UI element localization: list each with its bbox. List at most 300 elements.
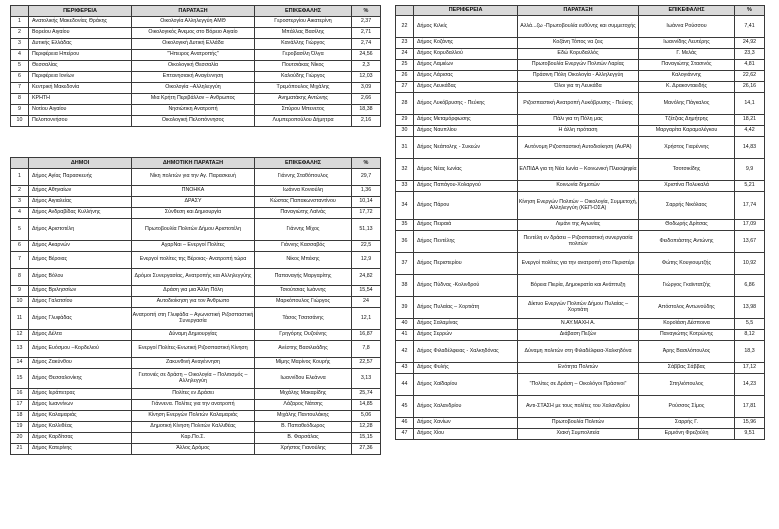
- row-number: 4: [11, 208, 29, 219]
- header-percent: %: [352, 158, 381, 169]
- row-leader: Τσιούτσιας Ιωάννης: [255, 286, 352, 297]
- table-row: [11, 241, 381, 252]
- row-area: Δήμος Καρδίτσας: [29, 433, 132, 444]
- table-row: [396, 220, 765, 231]
- row-faction: Δράση για μια Άλλη Πόλη: [132, 286, 255, 297]
- row-area: Δήμος Σερρών: [414, 330, 518, 341]
- row-number: 13: [11, 341, 29, 358]
- table-row: [11, 115, 381, 126]
- row-area: Δήμος Φιλαδέλφειας - Χαλκηδόνας: [414, 341, 518, 363]
- row-percent: 29,7: [352, 169, 381, 186]
- row-area: Δήμος Γλυφάδας: [29, 308, 132, 330]
- table-row: [11, 358, 381, 369]
- row-faction: Οικολογία –Αλληλεγγύη: [132, 82, 255, 93]
- row-percent: 14,83: [735, 137, 765, 159]
- row-faction: Πεντέλη εν δράσει – Ριζοσπαστική συνεργασία πολιτών: [518, 231, 639, 253]
- row-percent: 4,42: [735, 126, 765, 137]
- row-percent: 22,5: [352, 241, 381, 252]
- row-number: 32: [396, 159, 414, 181]
- row-percent: 4,81: [735, 60, 765, 71]
- row-faction: Πάλι για τη Πόλη μας: [518, 115, 639, 126]
- row-faction: Πρωτοβουλία Πολιτών Δήμου Αριστοτέλη: [132, 219, 255, 241]
- row-faction: Ενεργοί Πολίτες-Ενωτική Ριζοσπαστική Κίνηση: [132, 341, 255, 358]
- row-faction: Οικολογική Θεσσαλία: [132, 60, 255, 71]
- row-leader: Σαρρής Γ.: [639, 418, 735, 429]
- row-faction: Δημοτική Κίνηση Πολιτών Καλλιθέας: [132, 422, 255, 433]
- row-percent: 13,98: [735, 297, 765, 319]
- row-faction: Δύναμη Δημιουργίας: [132, 330, 255, 341]
- header-municipality: ΔΗΜΟΙ: [29, 158, 132, 169]
- table-row: [11, 341, 381, 358]
- row-leader: Τρεμόπουλος Μιχάλης: [255, 82, 352, 93]
- row-percent: 27,36: [352, 444, 381, 455]
- table-row: [11, 169, 381, 186]
- row-number: 5: [11, 60, 29, 71]
- row-faction: Άλλος Δρόμος: [132, 444, 255, 455]
- row-number: 21: [11, 444, 29, 455]
- row-faction: Αλλά...ζω -Πρωτοβουλία ευθύνης και συμμετοχής: [518, 16, 639, 38]
- header-leader: ΕΠΙΚΕΦΑΛΗΣ: [255, 158, 352, 169]
- row-leader: Τζέτζιας Δημήτρης: [639, 115, 735, 126]
- table-row: [11, 444, 381, 455]
- header-number: [396, 6, 414, 16]
- row-area: Δήμος Μεταμόρφωσης: [414, 115, 518, 126]
- table-row: [11, 297, 381, 308]
- row-percent: 5,21: [735, 181, 765, 192]
- row-area: Δήμος Λευκάδας: [414, 82, 518, 93]
- row-leader: Β. Φαρσάλας: [255, 433, 352, 444]
- row-area: Περιφέρεια Ηπείρου: [29, 49, 132, 60]
- row-leader: Μαρκόπουλος Γιώργος: [255, 297, 352, 308]
- row-number: 20: [11, 433, 29, 444]
- table-row: [11, 186, 381, 197]
- table-row: [11, 60, 381, 71]
- row-number: 11: [11, 308, 29, 330]
- row-area: Κεντρική Μακεδονία: [29, 82, 132, 93]
- row-number: 7: [11, 252, 29, 269]
- row-percent: 3,13: [352, 369, 381, 389]
- table-row: [396, 297, 765, 319]
- table-row: [11, 208, 381, 219]
- row-area: Δήμος Κατερίνης: [29, 444, 132, 455]
- row-area: Δυτικής Ελλάδας: [29, 38, 132, 49]
- row-number: 3: [11, 197, 29, 208]
- table-row: [11, 219, 381, 241]
- row-faction: Πρωτοβουλία Πολιτών: [518, 418, 639, 429]
- row-leader: Μιχάλης Μακαρίδης: [255, 389, 352, 400]
- row-faction: Εδώ Κορυδαλλός: [518, 49, 639, 60]
- row-number: 9: [11, 104, 29, 115]
- table-header-row: [11, 6, 381, 17]
- row-area: Δήμος Αγίας Παρασκευής: [29, 169, 132, 186]
- row-percent: 15,15: [352, 433, 381, 444]
- row-faction: Δρόμοι Συνεργασίας, Ανατροπής και Αλληλεγγύης: [132, 269, 255, 286]
- row-percent: 2,16: [352, 115, 381, 126]
- row-number: 1: [11, 16, 29, 27]
- row-faction: Οικολογική Δυτική Ελλάδα: [132, 38, 255, 49]
- table-row: [396, 71, 765, 82]
- row-area: Δήμος Ιωαννίνων: [29, 400, 132, 411]
- table-row: [396, 38, 765, 49]
- row-percent: 2,71: [352, 27, 381, 38]
- row-area: Δήμος Βριλησσίων: [29, 286, 132, 297]
- row-area: Δήμος Παπάγου-Χολαργού: [414, 181, 518, 192]
- row-number: 43: [396, 363, 414, 374]
- row-percent: 18,3: [735, 341, 765, 363]
- row-area: Δήμος Λυκόβρυσης - Πεύκης: [414, 93, 518, 115]
- row-percent: 17,74: [735, 192, 765, 220]
- row-number: 5: [11, 219, 29, 241]
- row-leader: Μπάλλας Βασίλης: [255, 27, 352, 38]
- row-faction: Κοινωνία δημοτών: [518, 181, 639, 192]
- row-number: 8: [11, 93, 29, 104]
- row-leader: Γιάννης Μίχος: [255, 219, 352, 241]
- row-leader: Μίμης Μαρίνος Κουρής: [255, 358, 352, 369]
- row-leader: Ανέστης Βασιλειάδης: [255, 341, 352, 358]
- table-row: [396, 137, 765, 159]
- row-leader: Σάββας Σάββας: [639, 363, 735, 374]
- row-faction: Όλοι για τη Λευκάδα: [518, 82, 639, 93]
- row-area: Δήμος Χαϊδαρίου: [414, 374, 518, 396]
- header-percent: %: [352, 6, 381, 17]
- row-faction: Βόρεια Πιερία, Δημοκρατία και Ανάπτυξη: [518, 275, 639, 297]
- table-row: [396, 319, 765, 330]
- row-area: Δήμος Κιλκίς: [414, 16, 518, 38]
- row-faction: Ενότητα Πολιτών: [518, 363, 639, 374]
- row-leader: Χρήστος Γιαρέννης: [639, 137, 735, 159]
- table-row: [11, 433, 381, 444]
- row-leader: Ανηματάκης Αντώνης: [255, 93, 352, 104]
- row-leader: Ιωαννίδης Λευτέρης: [639, 38, 735, 49]
- row-percent: 14,23: [735, 374, 765, 396]
- row-number: 4: [11, 49, 29, 60]
- row-number: 3: [11, 38, 29, 49]
- table-row: [11, 308, 381, 330]
- row-percent: 12,03: [352, 71, 381, 82]
- row-leader: Κανάλλης Γιώργος: [255, 38, 352, 49]
- header-faction: ΔΗΜΟΤΙΚΗ ΠΑΡΑΤΑΞΗ: [132, 158, 255, 169]
- regions-table: [10, 5, 381, 127]
- row-area: Δήμος Καλλιθέας: [29, 422, 132, 433]
- table-row: [396, 49, 765, 60]
- row-faction: Η άλλη πρόταση: [518, 126, 639, 137]
- table-row: [11, 38, 381, 49]
- row-number: 29: [396, 115, 414, 126]
- table-header-row: [396, 6, 765, 16]
- row-area: Δήμος Αθηναίων: [29, 186, 132, 197]
- row-number: 9: [11, 286, 29, 297]
- row-leader: Σπύρου Μπενετος: [255, 104, 352, 115]
- row-number: 24: [396, 49, 414, 60]
- table-row: [396, 93, 765, 115]
- header-number: [11, 6, 29, 17]
- row-area: Δήμος Ιεράπετρας: [29, 389, 132, 400]
- table-row: [396, 341, 765, 363]
- row-faction: Ενεργοί πολίτες για την ανατροπή στο Περιστέρι: [518, 253, 639, 275]
- row-leader: Καλούδης Γιώργος: [255, 71, 352, 82]
- row-number: 23: [396, 38, 414, 49]
- row-area: Δήμος Πυλαίας – Χορτιάτη: [414, 297, 518, 319]
- row-faction: Ριζοσπαστική Ανατροπή Λυκόβρυσης - Πεύκης: [518, 93, 639, 115]
- row-leader: Τάσος Τσατσάνης: [255, 308, 352, 330]
- row-faction: Ενεργοί πολίτες της Βέροιας- Ανατροπή τώρα: [132, 252, 255, 269]
- row-leader: Ιωαννίδου Ελεάννα: [255, 369, 352, 389]
- row-area: Δήμος Καλαμαριάς: [29, 411, 132, 422]
- table-row: [396, 253, 765, 275]
- row-number: 35: [396, 220, 414, 231]
- row-percent: 2,66: [352, 93, 381, 104]
- table-row: [396, 231, 765, 253]
- header-percent: %: [735, 6, 765, 16]
- row-leader: Πουτσιάκας Νίκος: [255, 60, 352, 71]
- table-row: [11, 82, 381, 93]
- row-number: 44: [396, 374, 414, 396]
- row-percent: 7,8: [352, 341, 381, 358]
- row-area: Δήμος Βόλου: [29, 269, 132, 286]
- row-leader: Γιώργος Γκαϊντατζής: [639, 275, 735, 297]
- table-row: [11, 104, 381, 115]
- table-row: [396, 275, 765, 297]
- row-leader: Ερμιόνη Φρεζούλη: [639, 429, 735, 440]
- row-number: 1: [11, 169, 29, 186]
- row-percent: 22,57: [352, 358, 381, 369]
- row-percent: 12,28: [352, 422, 381, 433]
- row-percent: 5,06: [352, 411, 381, 422]
- row-number: 7: [11, 82, 29, 93]
- row-number: 30: [396, 126, 414, 137]
- table-row: [11, 286, 381, 297]
- row-number: 38: [396, 275, 414, 297]
- row-percent: 6,86: [735, 275, 765, 297]
- row-area: Δήμος Λαμιέων: [414, 60, 518, 71]
- row-number: 10: [11, 115, 29, 126]
- row-faction: Πολίτες εν Δράσει: [132, 389, 255, 400]
- row-number: 41: [396, 330, 414, 341]
- table-row: [396, 181, 765, 192]
- row-number: 37: [396, 253, 414, 275]
- row-number: 39: [396, 297, 414, 319]
- row-leader: Λάζαρος Νάτσης: [255, 400, 352, 411]
- row-number: 15: [11, 369, 29, 389]
- row-leader: Τσοτσικίδης: [639, 159, 735, 181]
- row-percent: 25,74: [352, 389, 381, 400]
- row-percent: 16,87: [352, 330, 381, 341]
- table-row: [11, 411, 381, 422]
- row-percent: 14,1: [735, 93, 765, 115]
- row-percent: 10,14: [352, 197, 381, 208]
- row-number: 27: [396, 82, 414, 93]
- row-area: Δήμος Χίου: [414, 429, 518, 440]
- row-area: Νοτίου Αιγαίου: [29, 104, 132, 115]
- row-area: Δήμος Νεάπολης - Συκεών: [414, 137, 518, 159]
- row-area: Ανατολικής Μακεδονίας Θράκης: [29, 16, 132, 27]
- row-percent: 24: [352, 297, 381, 308]
- row-percent: 22,62: [735, 71, 765, 82]
- row-faction: Αντι-ΣΤΑΣΗ με τους πολίτες του Χαλανδρίου: [518, 396, 639, 418]
- row-area: Δήμος Ευόσμου –Κορδελιού: [29, 341, 132, 358]
- row-percent: 23,3: [735, 49, 765, 60]
- table-row: [11, 369, 381, 389]
- row-leader: Γιάννης Σταθόπουλος: [255, 169, 352, 186]
- row-area: Δήμος Πεντέλης: [414, 231, 518, 253]
- table-row: [396, 192, 765, 220]
- row-faction: Νησιώτικη Ανατροπή: [132, 104, 255, 115]
- row-faction: Γιάννενα. Πολίτες για την ανατροπή: [132, 400, 255, 411]
- row-percent: 1,36: [352, 186, 381, 197]
- row-faction: Γειτονιές σε δράση – Οικολογία – Πολιτισμός – Αλληλεγγύη: [132, 369, 255, 389]
- row-faction: ΔΡΑΣΥ: [132, 197, 255, 208]
- row-area: Δήμος Ναυπλίου: [414, 126, 518, 137]
- row-leader: Ιωάννα Ρούσσου: [639, 16, 735, 38]
- table-row: [396, 418, 765, 429]
- table-row: [11, 27, 381, 38]
- row-percent: 2,3: [352, 60, 381, 71]
- table-row: [396, 159, 765, 181]
- row-number: 47: [396, 429, 414, 440]
- row-percent: 8,12: [735, 330, 765, 341]
- row-percent: 14,85: [352, 400, 381, 411]
- row-percent: 15,54: [352, 286, 381, 297]
- row-leader: Παναγιώτης Κοτρώνης: [639, 330, 735, 341]
- row-percent: 24,92: [735, 38, 765, 49]
- row-faction: Αυτόνομη Ριζοσπαστική Αυτοδιοίκηση (ΑυΡΑ): [518, 137, 639, 159]
- row-percent: 24,82: [352, 269, 381, 286]
- row-area: Δήμος Φυλής: [414, 363, 518, 374]
- table-header-row: [11, 158, 381, 169]
- row-faction: Κίνηση Ενεργών Πολιτών Καλαμαριάς: [132, 411, 255, 422]
- row-leader: Γεροβασίλη Όλγα: [255, 49, 352, 60]
- row-area: Δήμος Χαλανδρίου: [414, 396, 518, 418]
- row-percent: 18,21: [735, 115, 765, 126]
- table-row: [396, 396, 765, 418]
- row-number: 34: [396, 192, 414, 220]
- row-leader: Γιάννης Κασσαβός: [255, 241, 352, 252]
- municipalities-table-1: [10, 157, 381, 455]
- row-area: Δήμος Θεσσαλονίκης: [29, 369, 132, 389]
- row-leader: Παπαναγής Μαργαρίτης: [255, 269, 352, 286]
- row-leader: Θοδωρής Δρίτσας: [639, 220, 735, 231]
- row-faction: "Ήπειρος Ανατροπής": [132, 49, 255, 60]
- row-faction: Πρωτοβουλία Ενεργών Πολιτών Λαρίας: [518, 60, 639, 71]
- row-leader: Απόστολος Αντωνούδης: [639, 297, 735, 319]
- table-row: [396, 82, 765, 93]
- row-area: Δήμος Νέας Ιωνίας: [414, 159, 518, 181]
- row-leader: Γεροστεργίου Αικατερίνη: [255, 16, 352, 27]
- row-leader: Κοροϊάση Δέσποινα: [639, 319, 735, 330]
- row-leader: Μανόλης Πάγκαλος: [639, 93, 735, 115]
- row-percent: 10,92: [735, 253, 765, 275]
- row-faction: Λιμάνι της Αγωνίας: [518, 220, 639, 231]
- row-area: Δήμος Ανδραβίδας Κυλλήνης: [29, 208, 132, 219]
- row-number: 40: [396, 319, 414, 330]
- row-number: 2: [11, 27, 29, 38]
- row-number: 10: [11, 297, 29, 308]
- row-number: 25: [396, 60, 414, 71]
- row-faction: Οικολογικός Άνεμος στο Βόρειο Αιγαίο: [132, 27, 255, 38]
- row-leader: Καλογιάννης: [639, 71, 735, 82]
- table-row: [11, 49, 381, 60]
- row-number: 45: [396, 396, 414, 418]
- row-area: Περιφέρεια Ιονίων: [29, 71, 132, 82]
- row-percent: 12,9: [352, 252, 381, 269]
- row-number: 8: [11, 269, 29, 286]
- row-faction: Νίκη πολιτών για την Αγ. Παρασκευή: [132, 169, 255, 186]
- row-leader: Παναγιώτης Στασινός: [639, 60, 735, 71]
- row-faction: Χιακή Συμπολιτεία: [518, 429, 639, 440]
- row-area: Δήμος Χανίων: [414, 418, 518, 429]
- row-percent: 17,12: [735, 363, 765, 374]
- header-leader: ΕΠΙΚΕΦΑΛΗΣ: [255, 6, 352, 17]
- row-faction: Αυτοδιοίκηση για τον Άνθρωπο: [132, 297, 255, 308]
- row-faction: Οικολογική Πελοπόννησος: [132, 115, 255, 126]
- row-leader: Χρήστος Γιανούλης: [255, 444, 352, 455]
- row-faction: Διάβαση Πεζών: [518, 330, 639, 341]
- table-row: [396, 330, 765, 341]
- table-row: [396, 429, 765, 440]
- table-row: [11, 400, 381, 411]
- row-number: 28: [396, 93, 414, 115]
- row-percent: 2,74: [352, 38, 381, 49]
- row-area: Δήμος Κοζάνης: [414, 38, 518, 49]
- table-row: [396, 363, 765, 374]
- row-leader: Παναγιώτης Λαϊνάς: [255, 208, 352, 219]
- row-faction: Ανατροπή στη Γλυφάδα – Αγωνιστική Ριζοσπαστική Συνεργασία: [132, 308, 255, 330]
- row-percent: 17,72: [352, 208, 381, 219]
- row-leader: Β. Παπαθεόδωρος: [255, 422, 352, 433]
- row-percent: 17,09: [735, 220, 765, 231]
- row-percent: 24,56: [352, 49, 381, 60]
- row-percent: 3,09: [352, 82, 381, 93]
- row-percent: 17,81: [735, 396, 765, 418]
- row-leader: Κ. Δρακονταειδής: [639, 82, 735, 93]
- row-number: 2: [11, 186, 29, 197]
- table-row: [11, 389, 381, 400]
- row-percent: 18,38: [352, 104, 381, 115]
- row-number: 14: [11, 358, 29, 369]
- row-leader: Σαρρής Νικόλαος: [639, 192, 735, 220]
- row-leader: Άρης Βασιλόπουλος: [639, 341, 735, 363]
- row-area: Θεσσαλίας: [29, 60, 132, 71]
- row-faction: Επτανησιακή Αναγέννηση: [132, 71, 255, 82]
- table-row: [11, 197, 381, 208]
- row-percent: 13,67: [735, 231, 765, 253]
- row-area: Πελοποννήσου: [29, 115, 132, 126]
- row-area: Δήμος Πύδνας -Κολινδρού: [414, 275, 518, 297]
- table-row: [11, 71, 381, 82]
- row-faction: ΕΛΠΙΔΑ για τη Νέα Ιωνία – Κοινωνική Πλειοψηφία: [518, 159, 639, 181]
- row-number: 18: [11, 411, 29, 422]
- row-faction: Δύναμη πολιτών στη Φιλαδέλφεια-Χαλκηδόνα: [518, 341, 639, 363]
- municipalities-table-2: [395, 5, 765, 440]
- row-area: Δήμος Γαλατσίου: [29, 297, 132, 308]
- row-faction: Κοζάνη Τόπος να ζεις: [518, 38, 639, 49]
- row-leader: Γρηγόρης Ουζούνης: [255, 330, 352, 341]
- row-faction: Μια Κρήτη Περιβάλλον – Ανθρωπος: [132, 93, 255, 104]
- table-row: [396, 115, 765, 126]
- row-number: 6: [11, 71, 29, 82]
- row-number: 6: [11, 241, 29, 252]
- row-number: 12: [11, 330, 29, 341]
- row-percent: 15,96: [735, 418, 765, 429]
- table-row: [11, 252, 381, 269]
- header-leader: ΕΠΙΚΕΦΑΛΗΣ: [639, 6, 735, 16]
- row-percent: 12,1: [352, 308, 381, 330]
- row-faction: Σύνθεση και Δημιουργία: [132, 208, 255, 219]
- row-leader: Χριστίνα Πολυκαλά: [639, 181, 735, 192]
- table-row: [11, 269, 381, 286]
- row-percent: 51,13: [352, 219, 381, 241]
- header-faction: ΠΑΡΑΤΑΞΗ: [518, 6, 639, 16]
